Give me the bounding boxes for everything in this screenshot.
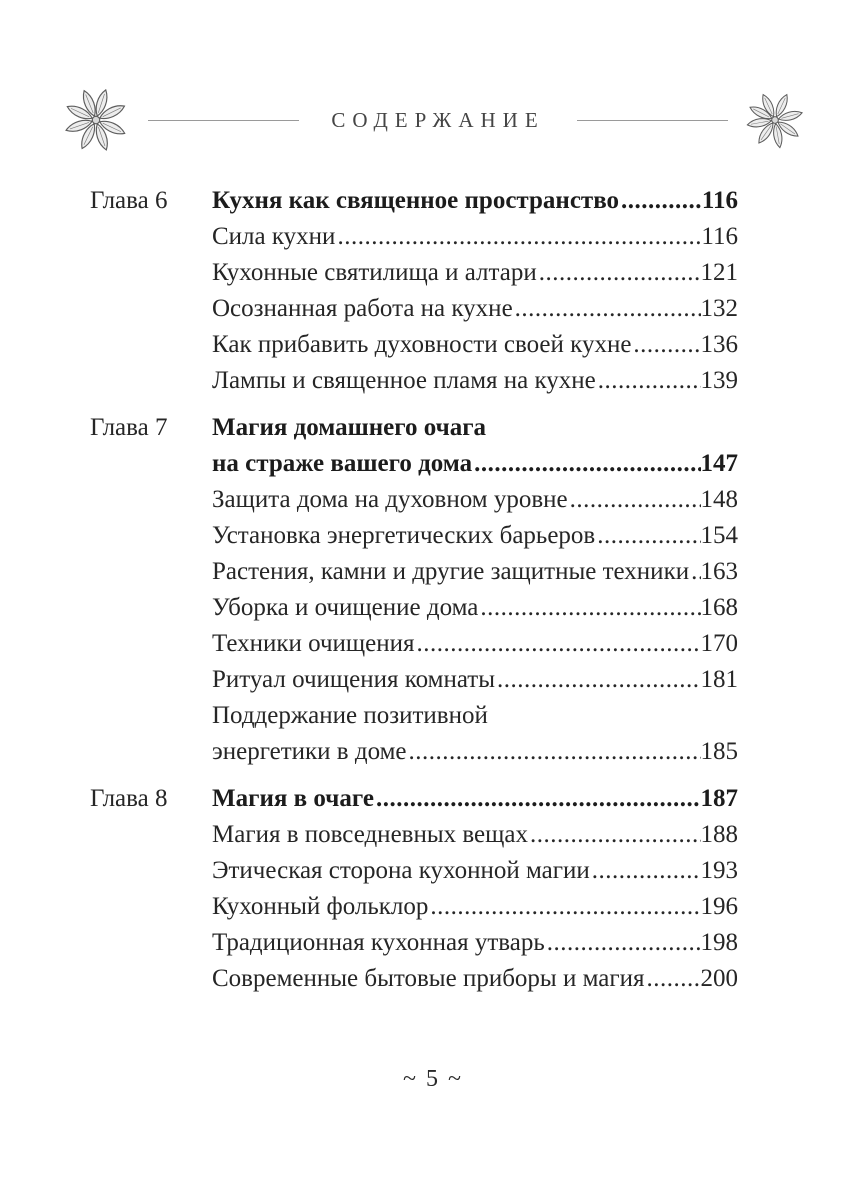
- toc-leader: [596, 363, 701, 399]
- toc-leader: [335, 219, 701, 255]
- chapter-title: на страже вашего дома: [212, 450, 473, 477]
- toc-leader: [545, 925, 701, 961]
- page-number: 121: [700, 259, 738, 286]
- toc-leader: [415, 626, 701, 662]
- page-number: 148: [700, 486, 738, 513]
- chapter-row: [212, 183, 738, 219]
- section-row: [212, 554, 738, 590]
- section-row: [212, 889, 738, 925]
- section-row: [212, 518, 738, 554]
- section-title: Установка энергетических барьеров: [212, 522, 596, 549]
- toc-leader: [374, 781, 701, 817]
- toc-chapter: [90, 781, 738, 997]
- toc-leader: [495, 662, 700, 698]
- page-number: 170: [700, 630, 738, 657]
- page-number: 136: [700, 331, 738, 358]
- section-row: [212, 853, 738, 889]
- section-row: [212, 698, 738, 734]
- toc-leader: [528, 817, 701, 853]
- chapter-row: [212, 781, 738, 817]
- chapter-title: Кухня как священное пространство: [212, 187, 620, 214]
- chapter-row: [212, 410, 738, 446]
- toc-leader: [590, 853, 701, 889]
- toc-chapter-grid: [90, 410, 738, 770]
- section-title: Уборка и очищение дома: [212, 594, 479, 621]
- page-number: 181: [700, 666, 738, 693]
- page-number: 200: [700, 965, 738, 992]
- section-title: Поддержание позитивной: [212, 702, 488, 729]
- section-row: [212, 255, 738, 291]
- header-rule-right: [577, 120, 728, 121]
- toc-chapter-body: [212, 781, 738, 997]
- section-row: [212, 327, 738, 363]
- page-number: 168: [700, 594, 738, 621]
- page-number: 188: [700, 821, 738, 848]
- section-row: [212, 734, 738, 770]
- page-title: СОДЕРЖАНИЕ: [331, 107, 545, 132]
- star-anise-icon-left: [58, 85, 134, 155]
- chapter-label: Глава 8: [90, 785, 168, 812]
- page-number: 147: [700, 450, 738, 477]
- page-number: 198: [700, 929, 738, 956]
- page-number: 185: [700, 738, 738, 765]
- section-title: Кухонный фольклор: [212, 893, 429, 920]
- section-title: Кухонные святилища и алтари: [212, 259, 537, 286]
- toc-chapter-body: [212, 410, 738, 770]
- chapter-title: Магия домашнего очага: [212, 414, 487, 441]
- toc-leader: [407, 734, 701, 770]
- page-number: 187: [700, 785, 738, 812]
- page-number: 116: [701, 187, 738, 214]
- section-row: [212, 626, 738, 662]
- chapter-label: Глава 6: [90, 187, 168, 214]
- section-row: [212, 925, 738, 961]
- section-title: Ритуал очищения комнаты: [212, 666, 496, 693]
- chapter-title: Магия в очаге: [212, 785, 374, 812]
- toc-leader: [472, 446, 700, 482]
- section-title: Современные бытовые приборы и магия: [212, 965, 645, 992]
- toc-leader: [513, 291, 701, 327]
- page-number: 193: [700, 857, 738, 884]
- star-anise-icon-right: [742, 89, 808, 151]
- section-title: Осознанная работа на кухне: [212, 295, 513, 322]
- section-row: [212, 662, 738, 698]
- toc-leader: [568, 482, 701, 518]
- toc-chapter-grid: [90, 183, 738, 399]
- toc-leader: [644, 961, 700, 997]
- page-number-footer: ~ 5 ~: [403, 1066, 463, 1092]
- section-row: [212, 363, 738, 399]
- section-row: [212, 219, 738, 255]
- chapter-label: Глава 7: [90, 414, 168, 441]
- page-number: 139: [700, 367, 738, 394]
- section-title: Техники очищения: [212, 630, 415, 657]
- section-title: Магия в повседневных вещах: [212, 821, 528, 848]
- section-title: Растения, камни и другие защитные техники: [212, 558, 690, 585]
- section-row: [212, 817, 738, 853]
- section-row: [212, 291, 738, 327]
- section-title: Лампы и священное пламя на кухне: [212, 367, 596, 394]
- toc-leader: [595, 518, 700, 554]
- section-row: [212, 482, 738, 518]
- toc-list: [90, 183, 738, 997]
- toc-chapter-body: [212, 183, 738, 399]
- section-title: Этическая сторона кухонной магии: [212, 857, 590, 884]
- section-title: Традиционная кухонная утварь: [212, 929, 545, 956]
- toc-leader: [631, 327, 700, 363]
- chapter-row: [212, 446, 738, 482]
- header-rule-left: [148, 120, 299, 121]
- page-number: 163: [700, 558, 738, 585]
- toc-leader: [537, 255, 701, 291]
- toc-leader: [478, 590, 700, 626]
- toc-leader: [619, 183, 702, 219]
- section-title: Сила кухни: [212, 223, 336, 250]
- toc-chapter: [90, 183, 738, 399]
- section-title: Как прибавить духовности своей кухне: [212, 331, 632, 358]
- page-number: 154: [700, 522, 738, 549]
- section-row: [212, 590, 738, 626]
- page-number: 196: [700, 893, 738, 920]
- toc-chapter: [90, 410, 738, 770]
- page-number: 132: [700, 295, 738, 322]
- page-number: 116: [701, 223, 738, 250]
- section-row: [212, 961, 738, 997]
- section-title: Защита дома на духовном уровне: [212, 486, 568, 513]
- contents-header: [0, 82, 866, 158]
- section-title: энергетики в доме: [212, 738, 407, 765]
- toc-chapter-grid: [90, 781, 738, 997]
- toc-leader: [428, 889, 700, 925]
- toc-leader: [689, 554, 700, 590]
